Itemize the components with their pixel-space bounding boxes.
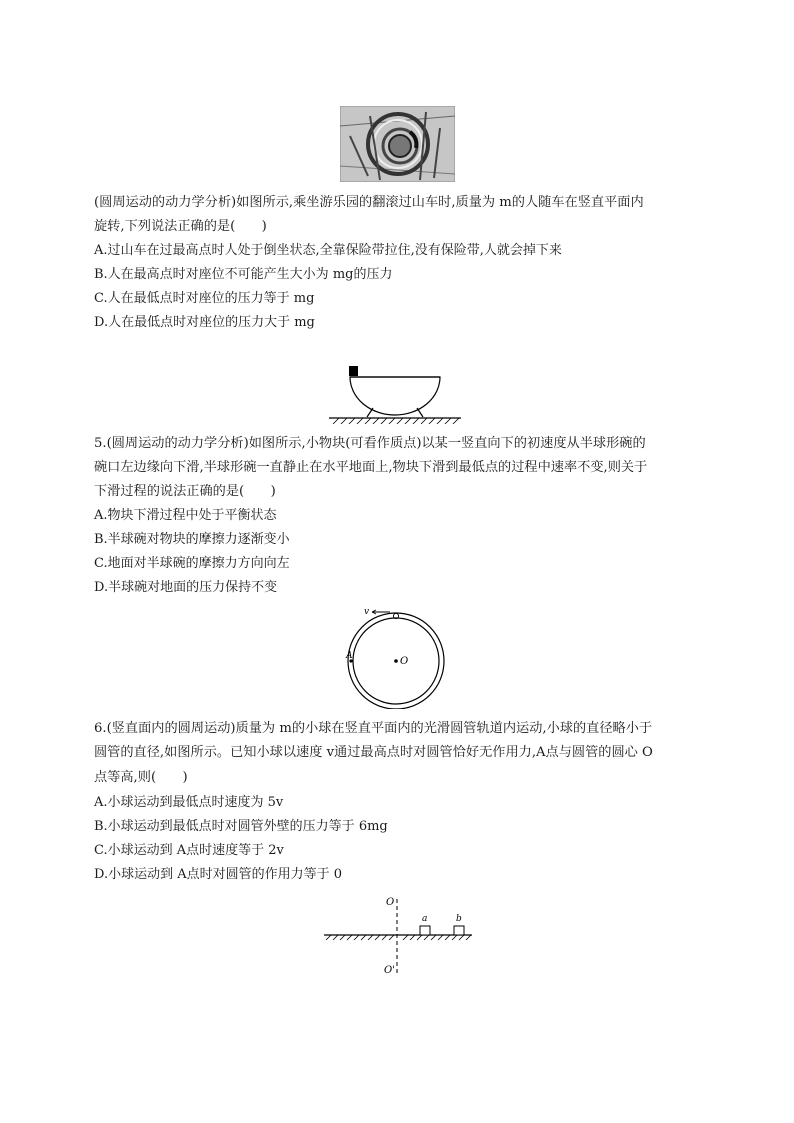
- o-label: O: [400, 656, 409, 667]
- block-b: [454, 926, 464, 935]
- q5-stem-line3: 下滑过程的说法正确的是( ): [94, 484, 276, 499]
- v-label: v: [364, 607, 370, 617]
- axis-bottom-label: O': [384, 965, 395, 976]
- q4-option-d: D.人在最低点时对座位的压力大于 mg: [94, 315, 315, 330]
- a-label: A: [346, 651, 353, 661]
- q6-option-c: C.小球运动到 A点时速度等于 2v: [94, 843, 284, 858]
- q6-option-b: B.小球运动到最低点时对圆管外壁的压力等于 6mg: [94, 819, 388, 834]
- q5-option-c: C.地面对半球碗的摩擦力方向向左: [94, 556, 290, 571]
- axis-top-label: O: [386, 897, 395, 908]
- block-a: [420, 926, 430, 935]
- block-b-label: b: [456, 914, 462, 924]
- q6-option-a: A.小球运动到最低点时速度为 5v: [94, 795, 284, 810]
- q6-stem-line3: 点等高,则( ): [94, 770, 188, 785]
- q4-option-b: B.人在最高点时对座位不可能产生大小为 mg的压力: [94, 267, 393, 282]
- q4-stem-line2: 旋转,下列说法正确的是( ): [94, 219, 267, 234]
- block-mark: [349, 366, 358, 376]
- q5-stem-line1: 5.(圆周运动的动力学分析)如图所示,小物块(可看作质点)以某一竖直向下的初速度从半球形碗的: [94, 436, 646, 451]
- circular-tube-figure: [340, 604, 450, 709]
- roller-coaster-photo: [340, 106, 455, 182]
- q4-option-a: A.过山车在过最高点时人处于倒坐状态,全靠保险带拉住,没有保险带,人就会掉下来: [94, 243, 562, 258]
- q5-option-a: A.物块下滑过程中处于平衡状态: [94, 508, 277, 523]
- q5-option-d: D.半球碗对地面的压力保持不变: [94, 580, 278, 595]
- q5-option-b: B.半球碗对物块的摩擦力逐渐变小: [94, 532, 290, 547]
- q6-option-d: D.小球运动到 A点时对圆管的作用力等于 0: [94, 867, 343, 882]
- bowl-figure: [325, 360, 465, 430]
- q5-stem-line2: 碗口左边缘向下滑,半球形碗一直静止在水平地面上,物块下滑到最低点的过程中速率不变,则关于: [94, 460, 648, 475]
- turntable-figure: [320, 893, 480, 978]
- q4-stem-line1: (圆周运动的动力学分析)如图所示,乘坐游乐园的翻滚过山车时,质量为 m的人随车在竖直平面内: [94, 195, 644, 210]
- q6-stem-line1: 6.(竖直面内的圆周运动)质量为 m的小球在竖直平面内的光滑圆管轨道内运动,小球的直径略小于: [94, 721, 653, 736]
- q4-option-c: C.人在最低点时对座位的压力等于 mg: [94, 291, 315, 306]
- q6-stem-line2: 圆管的直径,如图所示。已知小球以速度 v通过最高点时对圆管恰好无作用力,A点与圆管的圆心 O: [94, 745, 653, 760]
- block-a-label: a: [422, 914, 428, 924]
